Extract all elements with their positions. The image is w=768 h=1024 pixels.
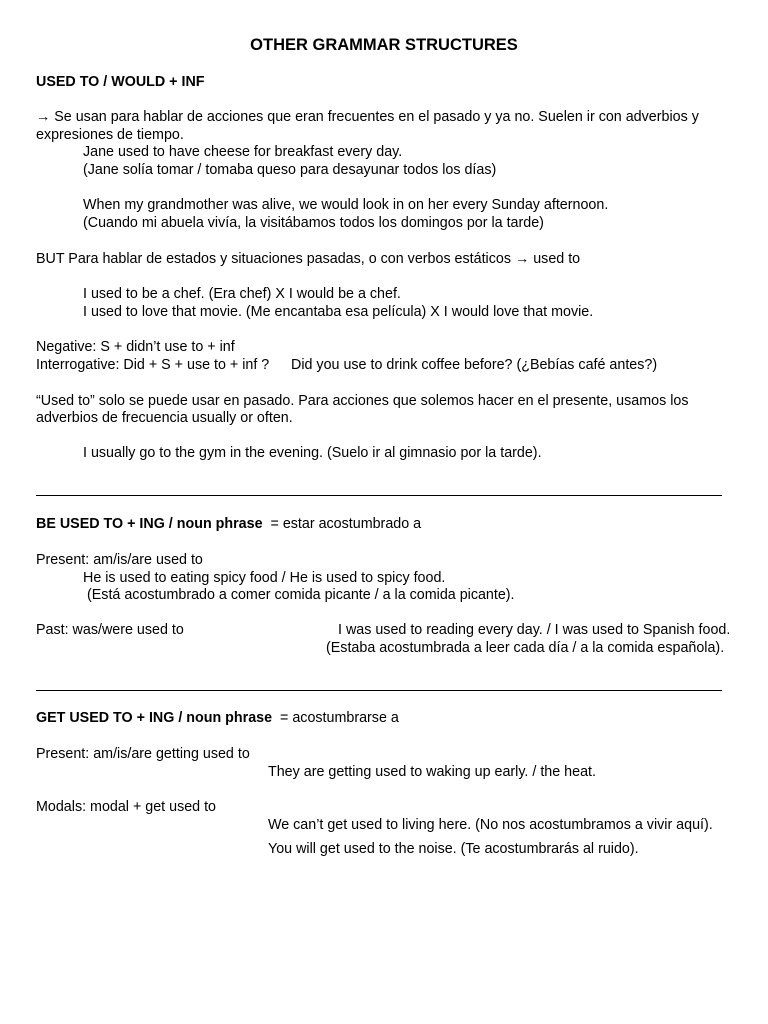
section-heading-label: GET USED TO + ING / noun phrase bbox=[36, 710, 273, 726]
example-sentence: I used to be a chef. (Era chef) X I would be a chef. bbox=[83, 286, 401, 302]
section-divider bbox=[36, 495, 722, 496]
paragraph-line: → Se usan para hablar de acciones que eran frecuentes en el pasado y ya no. Suelen ir con adverbios y bbox=[36, 109, 699, 125]
example-sentence: I was used to reading every day. / I was used to Spanish food. bbox=[338, 622, 731, 638]
section-heading-get-used-to bbox=[36, 709, 399, 727]
example-sentence: We can’t get used to living here. (No nos acostumbramos a vivir aquí). bbox=[268, 817, 713, 833]
example-translation: (Estaba acostumbrada a leer cada día / a la comida española). bbox=[326, 640, 725, 656]
example-sentence: They are getting used to waking up early. / the heat. bbox=[268, 764, 596, 780]
section-heading-be-used-to bbox=[36, 515, 421, 533]
section-meaning: = acostumbrarse a bbox=[280, 710, 399, 726]
tense-label: Modals: modal + get used to bbox=[36, 799, 217, 815]
paragraph-line: BUT Para hablar de estados y situaciones pasadas, o con verbos estáticos → used to bbox=[36, 251, 581, 267]
paragraph-line: expresiones de tiempo. bbox=[36, 127, 184, 143]
example-sentence: I usually go to the gym in the evening. (Suelo ir al gimnasio por la tarde). bbox=[83, 445, 542, 461]
paragraph-line: “Used to” solo se puede usar en pasado. Para acciones que solemos hacer en el presente, usamos los bbox=[36, 393, 689, 409]
example-sentence: When my grandmother was alive, we would look in on her every Sunday afternoon. bbox=[83, 197, 609, 213]
example-sentence: He is used to eating spicy food / He is used to spicy food. bbox=[83, 570, 446, 586]
paragraph-line: adverbios de frecuencia usually or often. bbox=[36, 410, 293, 426]
page-title: OTHER GRAMMAR STRUCTURES bbox=[250, 36, 518, 54]
section-divider bbox=[36, 690, 722, 691]
negative-form: Negative: S + didn’t use to + inf bbox=[36, 339, 235, 355]
interrogative-form: Interrogative: Did + S + use to + inf ? bbox=[36, 357, 270, 373]
example-sentence: I used to love that movie. (Me encantaba esa película) X I would love that movie. bbox=[83, 304, 594, 320]
example-translation: (Está acostumbrado a comer comida picante / a la comida picante). bbox=[87, 587, 515, 603]
tense-label: Past: was/were used to bbox=[36, 622, 184, 638]
section-meaning: = estar acostumbrado a bbox=[270, 516, 422, 532]
example-translation: (Cuando mi abuela vivía, la visitábamos todos los domingos por la tarde) bbox=[83, 215, 544, 231]
example-sentence: You will get used to the noise. (Te acostumbrarás al ruido). bbox=[268, 841, 639, 857]
section-heading-used-to-would: USED TO / WOULD + INF bbox=[36, 74, 205, 90]
tense-label: Present: am/is/are used to bbox=[36, 552, 203, 568]
example-translation: (Jane solía tomar / tomaba queso para desayunar todos los días) bbox=[83, 162, 497, 178]
section-heading-label: BE USED TO + ING / noun phrase bbox=[36, 516, 263, 532]
example-sentence: Jane used to have cheese for breakfast every day. bbox=[83, 144, 403, 160]
interrogative-example: Did you use to drink coffee before? (¿Bebías café antes?) bbox=[291, 357, 658, 373]
tense-label: Present: am/is/are getting used to bbox=[36, 746, 250, 762]
